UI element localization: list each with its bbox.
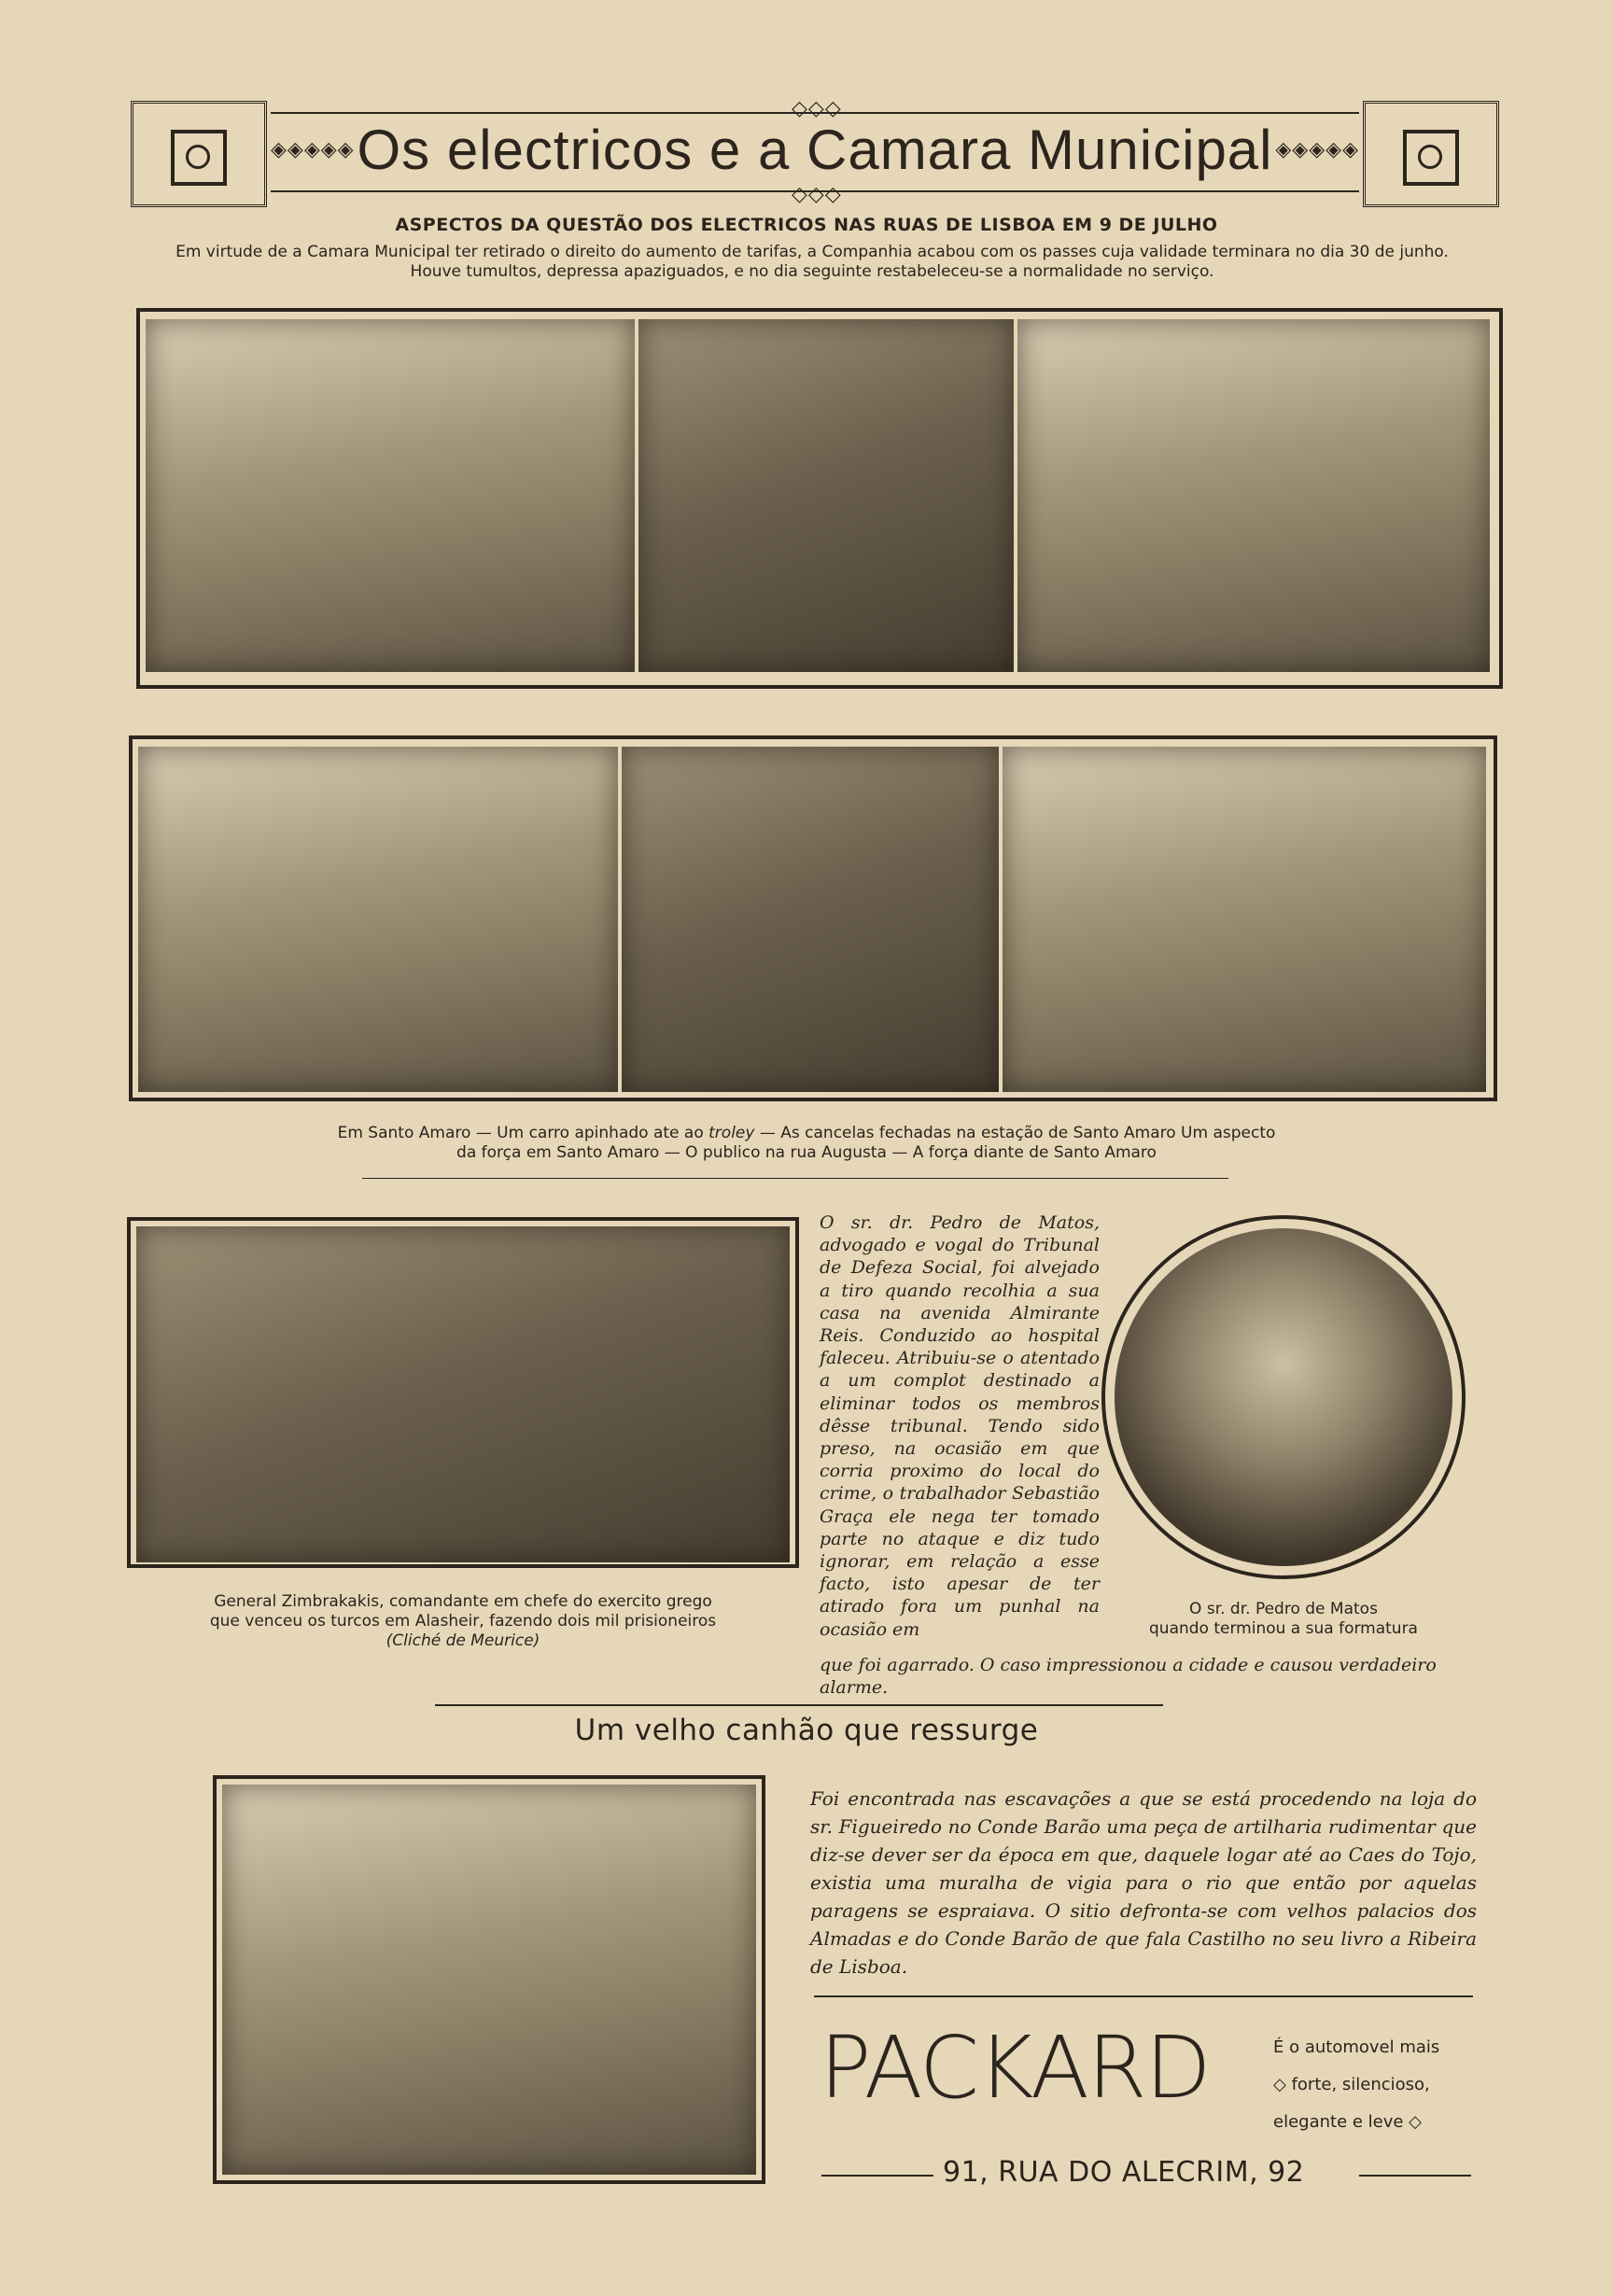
intro-paragraph: Em virtude de a Camara Municipal ter retirado o direito do aumento de tarifas, a Companhia acabou com os passes cuja validade terminara no dia 30 de junho. Houve tumultos, depressa apaziguados, e no dia seguinte restabeleceu-se a normalidade no serviço. — [175, 243, 1449, 281]
photo-crowded-tram — [146, 319, 635, 672]
center-diamond-bottom: ◇◇◇ — [792, 183, 842, 206]
general-caption — [127, 1592, 799, 1651]
left-diamond-chain: ◈◈◈◈◈ — [271, 138, 355, 161]
packard-tagline — [1273, 2029, 1477, 2141]
page-title: Os electricos e a Camara Municipal — [357, 119, 1273, 181]
strip-caption — [0, 1124, 1613, 1163]
matos-article-column: O sr. dr. Pedro de Matos, advogado e vogal do Tribunal de Defeza Social, foi alvejado a tiro quando recolhia a sua casa na avenida Almirante Reis. Conduzido ao hospital faleceu. Atribuiu-se o atentado a um complot destinado a eliminar todos os membros dêsse tribunal. Tendo sido preso, na ocasião em que corria proximo do local do crime, o trabalhador Sebastião Graça ele nega ter tomado parte no ataque e diz tudo ignorar, em relação a esse facto, isto apesar de ter atirado fora um punhal na ocasião em — [820, 1212, 1100, 1640]
packard-advert — [812, 1997, 1475, 2189]
strip-caption-1a: Em Santo Amaro — Um carro apinhado ate ao — [337, 1124, 704, 1142]
photo-general-zimbrakakis — [136, 1226, 790, 1562]
portrait-caption — [1101, 1600, 1466, 1639]
strip-caption-2: da força em Santo Amaro — O publico na rua Augusta — A força diante de Santo Amaro — [456, 1143, 1157, 1162]
section-divider — [435, 1704, 1163, 1706]
tagline-3: elegante e leve ◇ — [1273, 2112, 1423, 2132]
portrait-pedro-de-matos — [1115, 1228, 1452, 1566]
general-caption-3: (Cliché de Meurice) — [386, 1631, 540, 1650]
photo-force-santo-amaro — [138, 747, 618, 1092]
address-rule-left — [821, 2175, 933, 2177]
tagline-1: É o automovel mais — [1273, 2037, 1440, 2057]
canhao-article: Foi encontrada nas escavações a que se está procedendo na loja do sr. Figueiredo no Conde Barão uma peça de artilharia rudimentar que diz-se dever ser da época em que, daquele logar até ao Caes do Tojo, existia uma muralha de vigia para o rio que então por aquelas paragens se espraiava. O sitio defronta-se com velhos palacios dos Almadas e do Conde Barão de que fala Castilho no seu livro a Ribeira de Lisboa. — [810, 1787, 1477, 1978]
strip-caption-1b: troley — [708, 1124, 755, 1142]
packard-address: 91, RUA DO ALECRIM, 92 — [943, 2156, 1305, 2189]
packard-logo: PACKARD — [820, 2018, 1210, 2118]
portrait-caption-1: O sr. dr. Pedro de Matos — [1189, 1600, 1378, 1618]
strip-caption-1c: — As cancelas fechadas na estação de Santo Amaro Um aspecto — [759, 1124, 1276, 1142]
general-caption-2: que venceu os turcos em Alasheir, fazendo dois mil prisioneiros — [209, 1612, 717, 1631]
matos-article-end: que foi agarrado. O caso impressionou a cidade e causou verdadeiro alarme. — [820, 1655, 1437, 1699]
subheading: ASPECTOS DA QUESTÃO DOS ELECTRICOS NAS RUAS DE LISBOA EM 9 DE JULHO — [395, 215, 1218, 235]
title-banner — [131, 97, 1499, 206]
photo-old-cannon — [222, 1785, 756, 2175]
strip-caption-rule — [362, 1178, 1228, 1179]
photo-closed-gates — [1017, 319, 1490, 672]
tagline-2: ◇ forte, silencioso, — [1273, 2075, 1430, 2094]
center-diamond-top: ◇◇◇ — [792, 97, 842, 120]
photo-tram-on-troley — [638, 319, 1014, 672]
right-diamond-chain: ◈◈◈◈◈ — [1275, 138, 1359, 161]
photo-public-rua-augusta — [622, 747, 999, 1092]
photo-force-front-santo-amaro — [1003, 747, 1486, 1092]
general-caption-1: General Zimbrakakis, comandante em chefe do exercito grego — [214, 1592, 712, 1611]
section-title-canhao: Um velho canhão que ressurge — [574, 1714, 1039, 1747]
portrait-caption-2: quando terminou a sua formatura — [1149, 1619, 1418, 1638]
address-rule-right — [1359, 2175, 1471, 2177]
